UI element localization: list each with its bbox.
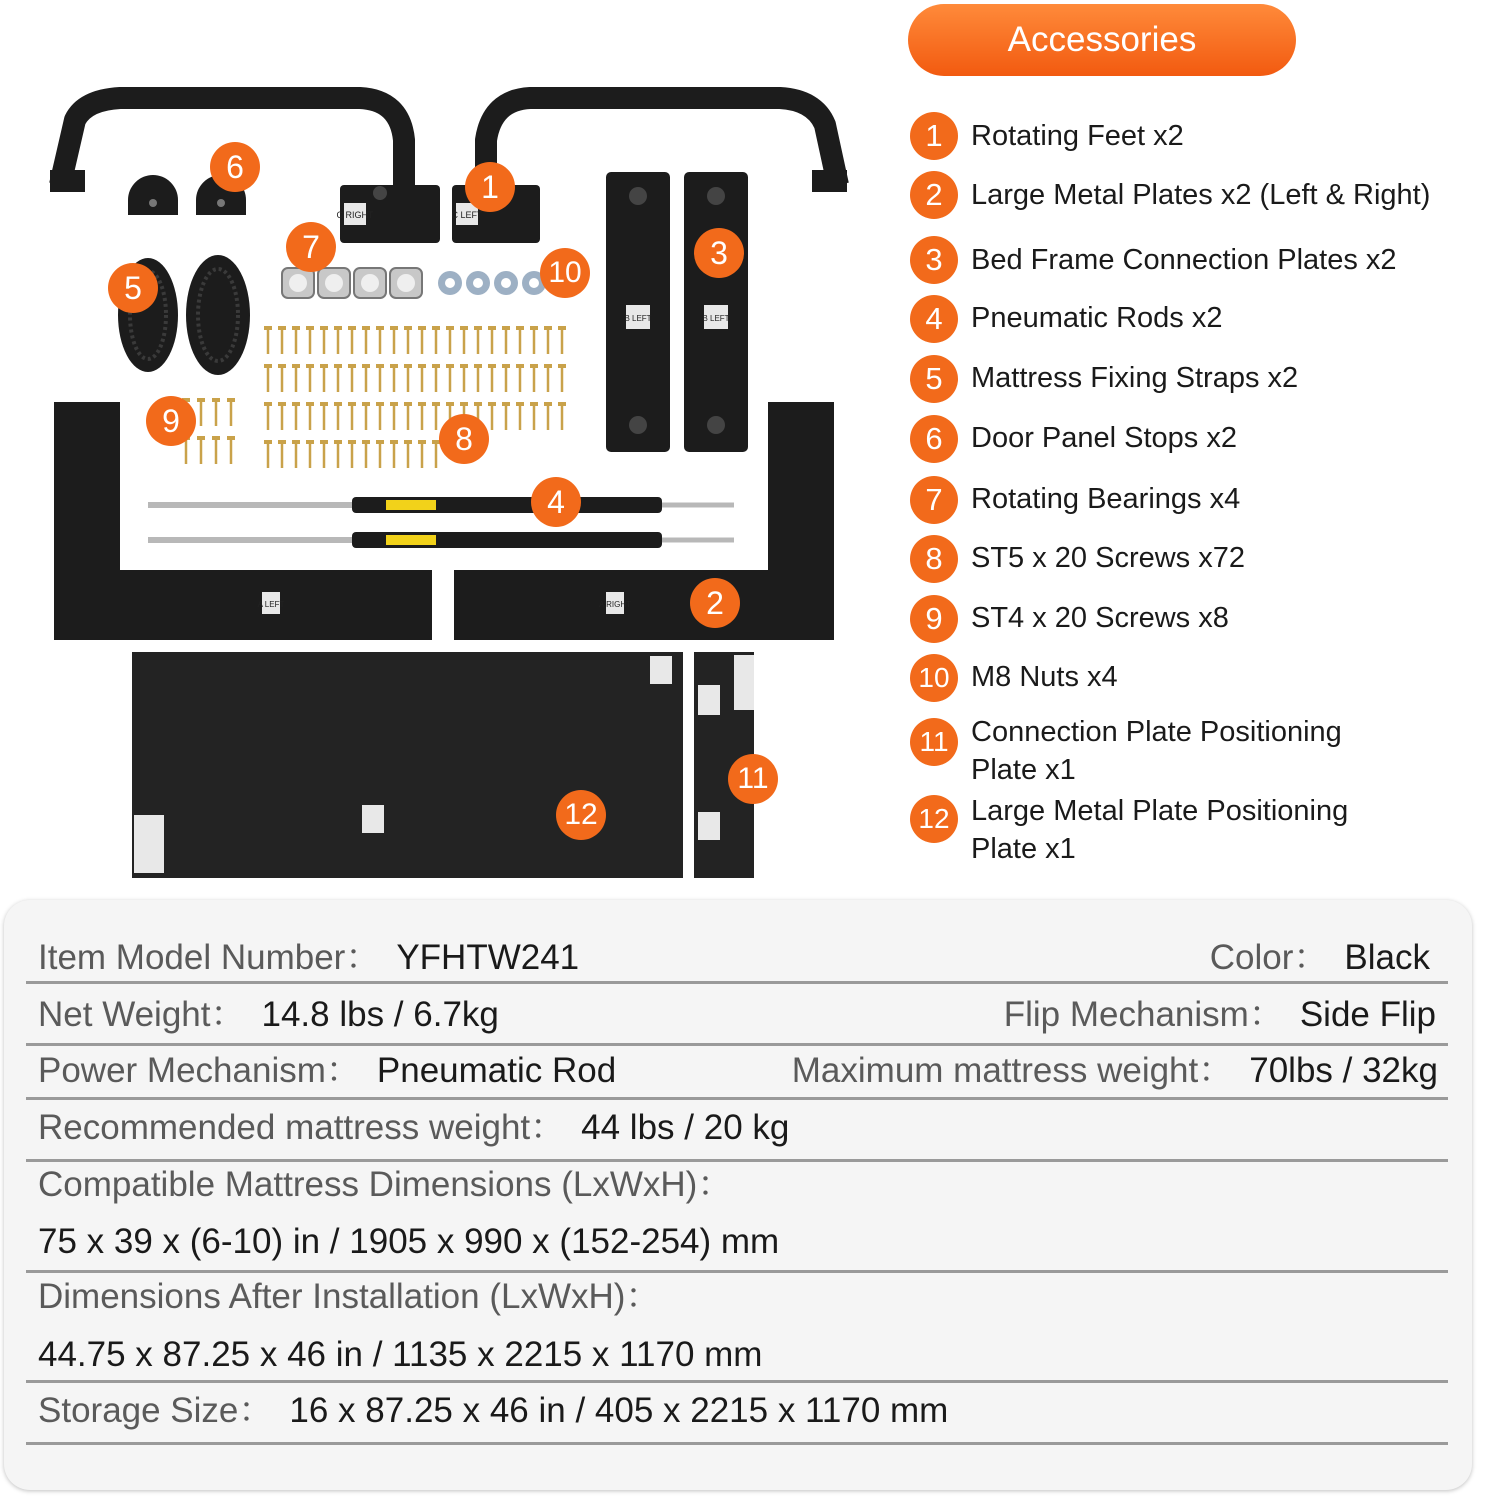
max-mattress-weight	[792, 1051, 1438, 1098]
large-metal-plate-left	[54, 402, 432, 640]
callout-badge-8: 8	[439, 414, 489, 464]
storage-size-value: 16 x 87.25 x 46 in / 405 x 2215 x 1170 mm	[289, 1391, 949, 1430]
item-label: Pneumatic Rods x2	[971, 302, 1223, 334]
model-number-value: YFHTW241	[396, 938, 580, 977]
max-mattress-weight-value: 70lbs / 32kg	[1249, 1051, 1438, 1090]
accessories-heading: Accessories	[908, 4, 1296, 76]
plate-tag-c-left: C LEFT	[451, 210, 483, 220]
callout-badge-4: 4	[531, 477, 581, 527]
storage-size	[38, 1391, 948, 1438]
item-label: Large Metal Plates x2 (Left & Right)	[971, 179, 1431, 211]
recommended-weight-value: 44 lbs / 20 kg	[581, 1108, 790, 1147]
item-number: 2	[910, 171, 958, 219]
item-label: Large Metal Plate Positioning	[971, 795, 1349, 827]
color	[1210, 938, 1430, 985]
specifications-panel	[4, 900, 1472, 1490]
flip-mechanism-label: Flip Mechanism：	[1003, 995, 1284, 1034]
callout-badge-11: 11	[728, 754, 778, 804]
color-value: Black	[1344, 938, 1430, 977]
item-number: 7	[910, 476, 958, 524]
item-label: ST5 x 20 Screws x72	[971, 542, 1245, 574]
callout-badge-9: 9	[146, 396, 196, 446]
item-number: 1	[910, 112, 958, 160]
power-mechanism-value: Pneumatic Rod	[376, 1051, 617, 1090]
spec-row-installed	[26, 1273, 1448, 1383]
flip-mechanism-value: Side Flip	[1299, 995, 1436, 1034]
plate-tag-b-left-2: B LEFT	[702, 314, 730, 323]
storage-size-label: Storage Size：	[38, 1391, 274, 1430]
recommended-weight	[38, 1108, 789, 1155]
model-number-label: Item Model Number：	[38, 938, 381, 977]
power-mechanism	[38, 1051, 616, 1098]
model-number	[38, 938, 579, 985]
item-number: 12	[910, 795, 958, 843]
item-label: M8 Nuts x4	[971, 661, 1118, 693]
item-number: 8	[910, 535, 958, 583]
item-number: 9	[910, 595, 958, 643]
item-label: Bed Frame Connection Plates x2	[971, 244, 1397, 276]
callout-badge-6: 6	[210, 142, 260, 192]
product-illustration	[0, 0, 880, 890]
item-label: Mattress Fixing Straps x2	[971, 362, 1299, 394]
item-label: Rotating Bearings x4	[971, 483, 1241, 515]
pneumatic-rods	[148, 497, 734, 548]
item-label-line2: Plate x1	[971, 833, 1076, 865]
compatible-dimensions-value: 75 x 39 x (6-10) in / 1905 x 990 x (152-254) mm	[38, 1222, 780, 1261]
callout-badge-3: 3	[694, 228, 744, 278]
plate-tag-a-right: A RIGHT	[598, 600, 632, 609]
spec-row-model	[26, 932, 1448, 984]
item-number: 10	[910, 654, 958, 702]
large-positioning-plate	[132, 652, 683, 878]
max-mattress-weight-label: Maximum mattress weight：	[791, 1051, 1234, 1090]
item-label: ST4 x 20 Screws x8	[971, 602, 1229, 634]
callout-badge-1: 1	[465, 162, 515, 212]
item-number: 4	[910, 295, 958, 343]
installed-dimensions-value: 44.75 x 87.25 x 46 in / 1135 x 2215 x 1170 mm	[38, 1335, 763, 1374]
item-label: Connection Plate Positioning	[971, 716, 1342, 748]
compatible-dimensions-label: Compatible Mattress Dimensions (LxWxH)：	[38, 1165, 733, 1204]
spec-row-storage	[26, 1383, 1448, 1445]
callout-badge-5: 5	[108, 263, 158, 313]
callout-badge-7: 7	[286, 222, 336, 272]
color-label: Color：	[1209, 938, 1329, 977]
connection-plate-2	[684, 172, 748, 452]
item-number: 3	[910, 236, 958, 284]
spec-row-weight	[26, 984, 1448, 1046]
item-label-line2: Plate x1	[971, 754, 1076, 786]
net-weight	[38, 995, 499, 1042]
callout-badge-2: 2	[690, 578, 740, 628]
m8-nuts	[438, 271, 546, 295]
connection-plate-1	[606, 172, 670, 452]
item-number: 11	[910, 718, 958, 766]
spec-row-recommended	[26, 1100, 1448, 1162]
item-label: Rotating Feet x2	[971, 120, 1184, 152]
spec-row-power	[26, 1046, 1448, 1100]
bracket-c-right	[337, 185, 441, 243]
plate-tag-a-left: A LEFT	[257, 600, 285, 609]
power-mechanism-label: Power Mechanism：	[38, 1051, 361, 1090]
recommended-weight-label: Recommended mattress weight：	[38, 1108, 566, 1147]
plate-tag-b-left-1: B LEFT	[624, 314, 652, 323]
item-number: 5	[910, 355, 958, 403]
st5-screws	[264, 326, 566, 468]
spec-row-compatible	[26, 1162, 1448, 1273]
net-weight-label: Net Weight：	[38, 995, 246, 1034]
callout-badge-10: 10	[540, 248, 590, 298]
installed-dimensions-label: Dimensions After Installation (LxWxH)：	[38, 1277, 661, 1316]
callout-badge-12: 12	[556, 790, 606, 840]
item-label: Door Panel Stops x2	[971, 422, 1237, 454]
plate-tag-c-right: C RIGHT	[336, 210, 374, 220]
item-number: 6	[910, 415, 958, 463]
flip-mechanism	[1004, 995, 1436, 1042]
net-weight-value: 14.8 lbs / 6.7kg	[261, 995, 499, 1034]
rotating-bearings	[282, 268, 422, 298]
